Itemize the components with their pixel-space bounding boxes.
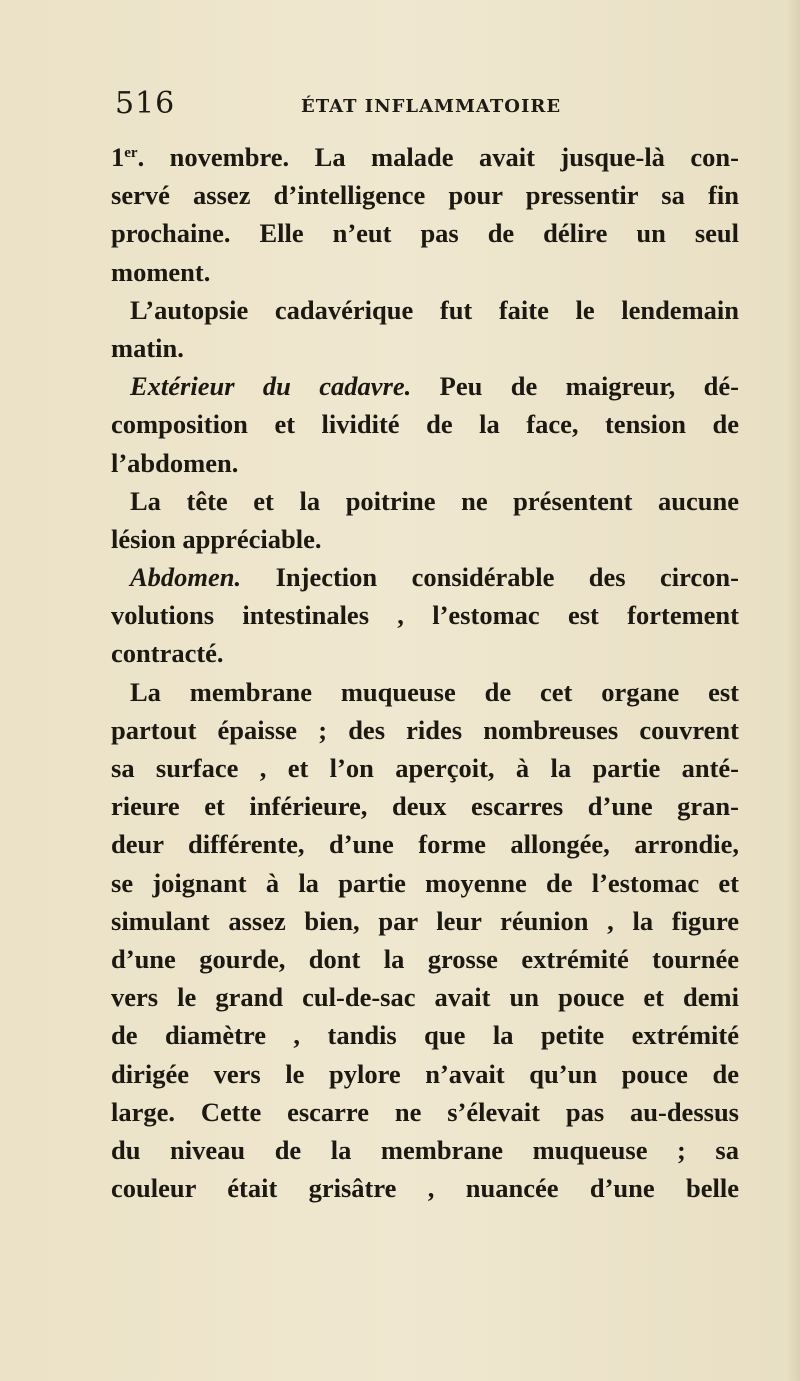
text-line: La tête et la poitrine ne présentent aucune [130,485,739,516]
text-segment: . novembre. La malade avait jusque-là con- [137,142,739,172]
text-line: simulant assez bien, par leur réunion , la figure [111,905,739,936]
text-line: composition et lividité de la face, tension de [111,409,739,440]
text-line: deur différente, d’une forme allongée, arrondie, [111,829,739,860]
page-header [115,86,675,126]
text-line: se joignant à la partie moyenne de l’estomac et [111,867,739,898]
text-line [111,558,739,596]
running-head: ÉTAT INFLAMMATOIRE [301,96,562,117]
text-line: vers le grand cul-de-sac avait un pouce et demi [111,982,739,1013]
text-line: moment. [111,256,211,287]
text-line: d’une gourde, dont la grosse extrémité tournée [111,943,739,974]
text-line [111,367,739,405]
text-line: servé assez d’intelligence pour pressentir sa fin [111,180,739,211]
text-line: sa surface , et l’on aperçoit, à la partie anté- [111,753,739,783]
text-line: La membrane muqueuse de cet organe est [130,676,739,707]
text-line: large. Cette escarre ne s’élevait pas au-dessus [111,1096,739,1127]
body-text [111,138,739,1207]
italic-heading: Abdomen. [130,562,242,593]
text-line: l’abdomen. [111,447,239,478]
text-line: de diamètre , tandis que la petite extrémité [111,1020,739,1051]
text-line: rieure et inférieure, deux escarres d’une gran- [111,791,739,822]
text-line: prochaine. Elle n’eut pas de délire un seul [111,218,739,249]
text-line: matin. [111,332,184,363]
text-segment: Injection considérable des circon- [241,562,739,593]
text-line: contracté. [111,638,224,669]
superscript: er [124,145,138,161]
text-line: volutions intestinales , l’estomac est fortement [111,600,739,631]
italic-heading: Extérieur du cadavre. [130,371,412,402]
text-segment: Peu de maigreur, dé- [411,371,740,402]
text-line: lésion appréciable. [111,523,322,554]
page-number: 516 [115,86,176,121]
text-line: couleur était grisâtre , nuancée d’une belle [111,1173,739,1204]
text-line: du niveau de la membrane muqueuse ; sa [111,1134,739,1165]
text-line: L’autopsie cadavérique fut faite le lendemain [130,294,739,325]
text-line: partout épaisse ; des rides nombreuses couvrent [111,714,739,745]
text-line: 1er. novembre. La malade avait jusque-là con- [111,142,739,172]
page-edge-shadow [786,0,800,1381]
text-line: dirigée vers le pylore n’avait qu’un pouce de [111,1058,739,1089]
